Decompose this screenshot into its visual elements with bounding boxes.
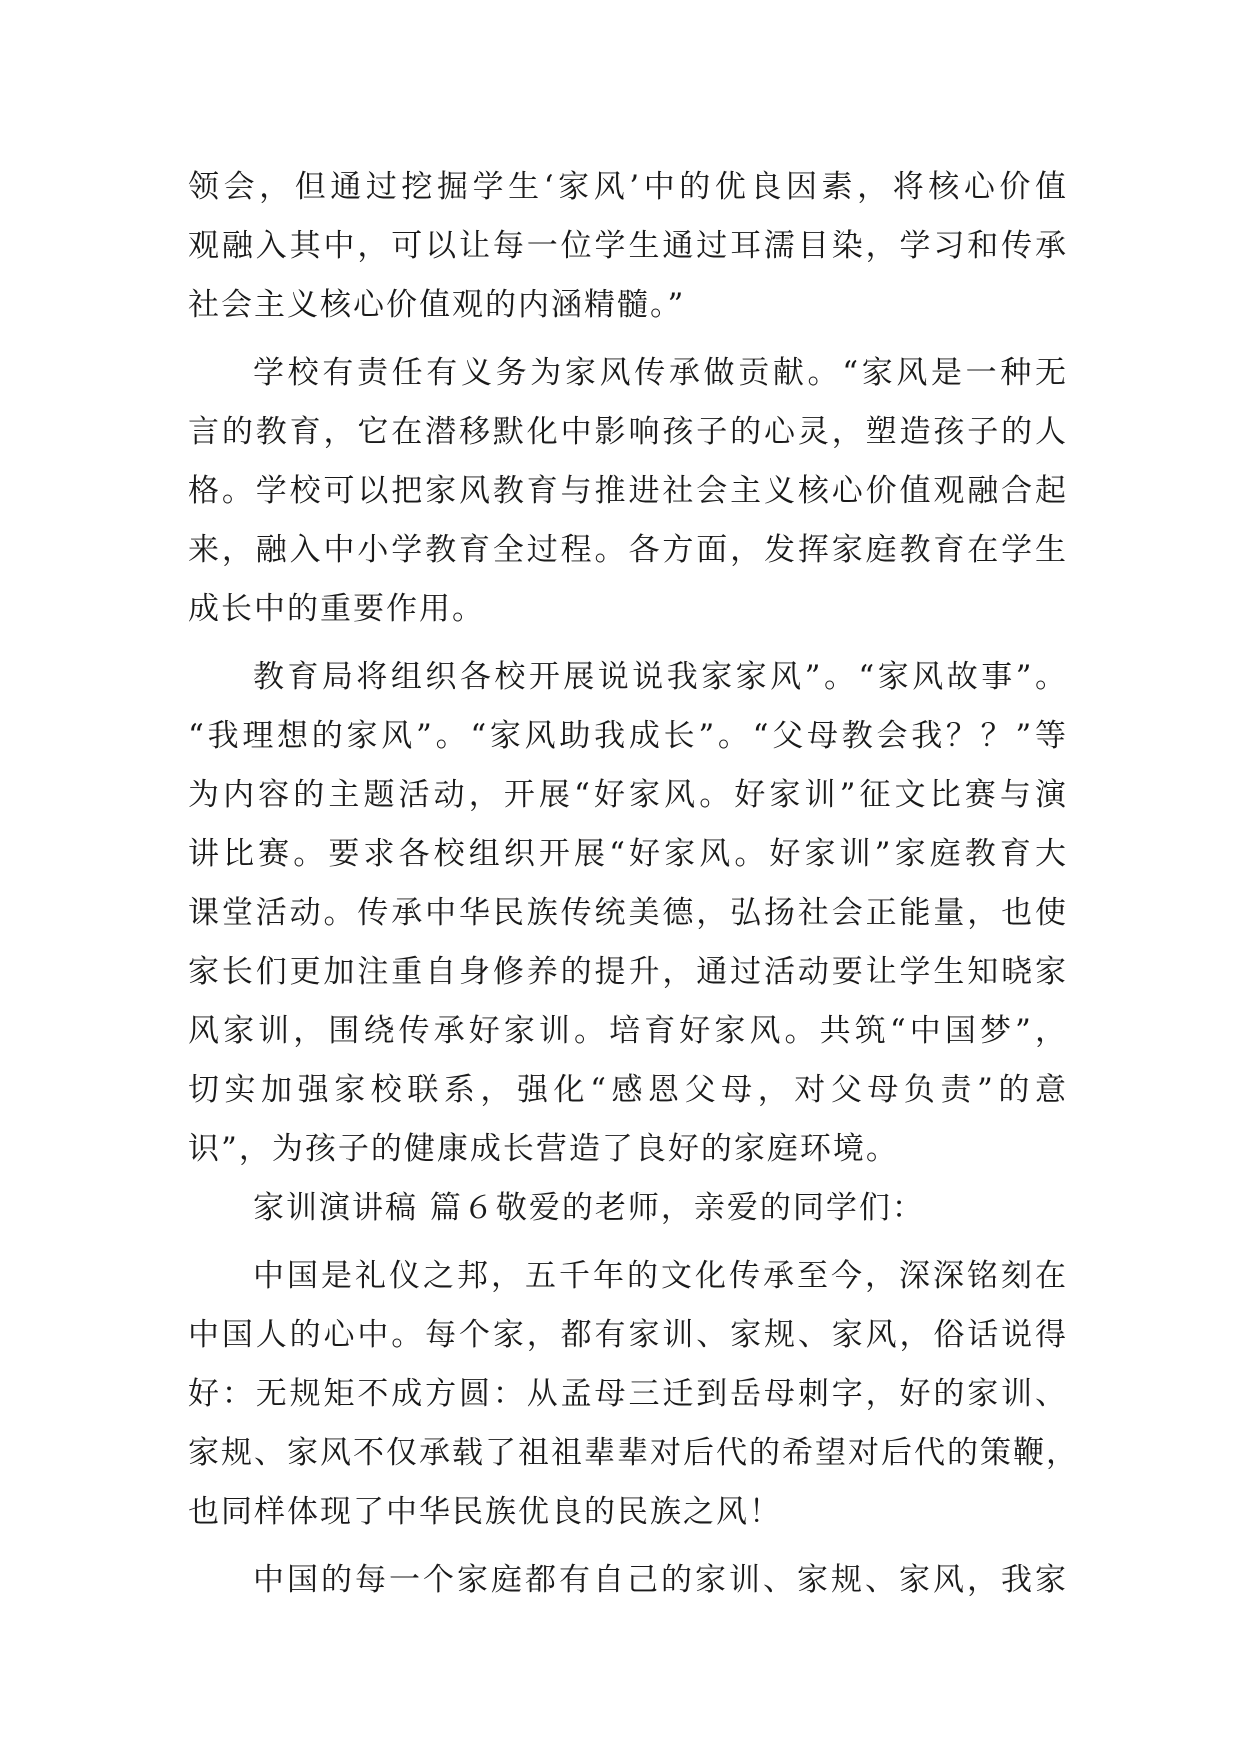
text-line: 好：无规矩不成方圆：从孟母三迁到岳母刺字，好的家训、 xyxy=(188,1376,1068,1412)
text-line: 教育局将组织各校开展说说我家家风”。“家风故事”。 xyxy=(253,659,1068,695)
body-text xyxy=(188,158,1079,1610)
text-line: 领会，但通过挖掘学生‘家风’中的优良因素，将核心价值 xyxy=(188,169,1068,205)
section-heading: 家训演讲稿 篇６敬爱的老师，亲爱的同学们： xyxy=(253,1190,925,1226)
text-line: 观融入其中，可以让每一位学生通过耳濡目染，学习和传承 xyxy=(188,228,1068,264)
text-line: 课堂活动。传承中华民族传统美德，弘扬社会正能量，也使 xyxy=(188,895,1068,931)
text-line: “我理想的家风”。“家风助我成长”。“父母教会我？？”等 xyxy=(188,718,1068,754)
text-line: 识”，为孩子的健康成长营造了良好的家庭环境。 xyxy=(188,1131,899,1167)
text-line: 家规、家风不仅承载了祖祖辈辈对后代的希望对后代的策鞭， xyxy=(188,1435,1079,1471)
text-line: 社会主义核心价值观的内涵精髓。” xyxy=(188,287,686,323)
text-line: 言的教育，它在潜移默化中影响孩子的心灵，塑造孩子的人 xyxy=(188,414,1068,450)
text-line: 格。学校可以把家风教育与推进社会主义核心价值观融合起 xyxy=(188,473,1068,509)
text-line: 切实加强家校联系，强化“感恩父母，对父母负责”的意 xyxy=(188,1072,1068,1108)
text-line: 中国人的心中。每个家，都有家训、家规、家风，俗话说得 xyxy=(188,1317,1068,1353)
text-line: 成长中的重要作用。 xyxy=(188,591,485,627)
text-line: 为内容的主题活动，开展“好家风。好家训”征文比赛与演 xyxy=(188,777,1068,813)
text-line: 讲比赛。要求各校组织开展“好家风。好家训”家庭教育大 xyxy=(188,836,1068,872)
text-line: 学校有责任有义务为家风传承做贡献。“家风是一种无 xyxy=(253,355,1068,391)
text-line: 风家训，围绕传承好家训。培育好家风。共筑“中国梦”， xyxy=(188,1013,1068,1049)
text-line: 也同样体现了中华民族优良的民族之风！ xyxy=(188,1494,782,1530)
text-line: 中国是礼仪之邦，五千年的文化传承至今，深深铭刻在 xyxy=(253,1258,1068,1294)
text-line: 家长们更加注重自身修养的提升，通过活动要让学生知晓家 xyxy=(188,954,1068,990)
text-line: 来，融入中小学教育全过程。各方面，发挥家庭教育在学生 xyxy=(188,532,1068,568)
text-line: 中国的每一个家庭都有自己的家训、家规、家风，我家 xyxy=(253,1562,1068,1598)
